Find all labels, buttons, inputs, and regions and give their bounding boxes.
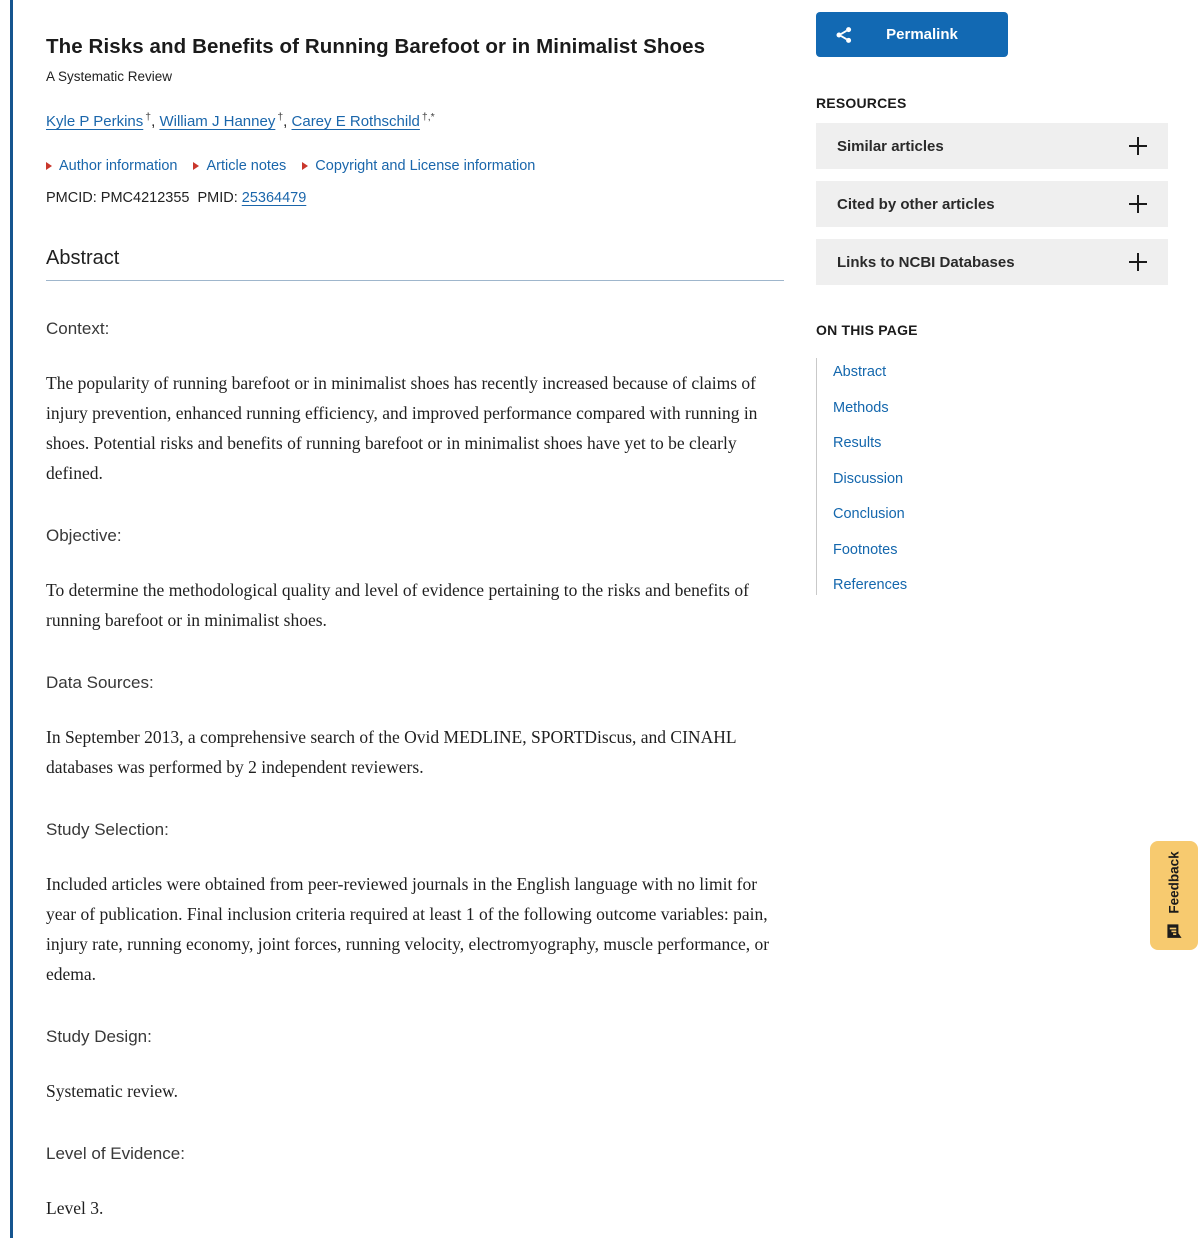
sidebar (816, 0, 1168, 595)
article-notes-link[interactable] (193, 158, 286, 174)
plus-icon (1129, 195, 1147, 213)
accordion-links-to-ncbi-databases[interactable] (816, 239, 1168, 285)
section-body-context: The popularity of running barefoot or in minimalist shoes has recently increased because of claims of injury prevention, enhanced running efficiency, and improved performance compared with running in shoes. Potential risks and benefits of running barefoot or in minimalist shoes have yet to be clearly defined. (46, 372, 758, 483)
on-this-page-heading: ON THIS PAGE (816, 322, 918, 338)
pmid-link[interactable]: 25364479 (241, 189, 307, 206)
nav-link-footnotes[interactable]: Footnotes (833, 541, 898, 558)
nav-link-discussion[interactable]: Discussion (833, 470, 904, 487)
nav-item (833, 470, 1168, 488)
meta-link-label: Author information (59, 157, 178, 174)
disclosure-arrow-icon (193, 162, 199, 170)
pmcid-text: PMCID: PMC4212355 (46, 189, 190, 206)
section-heading-context: Context: (46, 318, 110, 338)
accordion-label: Similar articles (837, 137, 944, 155)
copyright-license-link[interactable] (302, 158, 535, 174)
accordion-similar-articles[interactable] (816, 123, 1168, 169)
nav-link-abstract[interactable]: Abstract (833, 364, 887, 380)
section-heading-study-selection: Study Selection: (46, 819, 169, 839)
abstract-heading: Abstract (46, 247, 784, 281)
feedback-chart-bubble-icon (1166, 923, 1183, 940)
section-heading-objective: Objective: (46, 525, 122, 545)
author-affiliation-mark: †,* (421, 110, 435, 123)
on-this-page-nav (816, 358, 1168, 595)
authors-line (46, 111, 784, 130)
author-affiliation-mark: † (145, 110, 152, 123)
author (291, 110, 435, 130)
author-information-link[interactable] (46, 158, 177, 174)
feedback-button[interactable] (1150, 841, 1198, 950)
section-body-objective: To determine the methodological quality and level of evidence pertaining to the risks and benefits of running barefoot or in minimalist shoes. (46, 579, 749, 630)
author-affiliation-mark: † (277, 110, 284, 123)
author-link[interactable]: Carey E Rothschild (291, 112, 420, 130)
permalink-button[interactable] (816, 12, 1008, 57)
nav-link-references[interactable]: References (833, 577, 908, 593)
accordion-label: Cited by other articles (837, 195, 995, 213)
article-subtitle: A Systematic Review (46, 68, 173, 84)
meta-link-label: Article notes (206, 157, 287, 174)
disclosure-arrow-icon (46, 162, 52, 170)
section-heading-data-sources: Data Sources: (46, 672, 154, 692)
nav-link-methods[interactable]: Methods (833, 399, 889, 416)
section-body-study-selection: Included articles were obtained from peer-reviewed journals in the English language with no limit for year of publication. Final inclusion criteria required at least 1 of the following outcome variables: pain, injury rate, running economy, joint forces, running velocity, electromyography, muscle performance, or edema. (46, 873, 770, 984)
author-separator: , (283, 112, 292, 130)
accordion-cited-by-other-articles[interactable] (816, 181, 1168, 227)
share-icon (834, 25, 854, 45)
section-body-study-design: Systematic review. (46, 1080, 179, 1101)
resources-heading: RESOURCES (816, 95, 907, 111)
author (46, 110, 160, 130)
nav-item (833, 505, 1168, 523)
nav-item (833, 363, 1168, 381)
page-accent-bar (10, 0, 13, 1238)
nav-item (833, 576, 1168, 594)
author-link[interactable]: William J Hanney (159, 112, 276, 130)
disclosure-arrow-icon (302, 162, 308, 170)
nav-link-conclusion[interactable]: Conclusion (833, 506, 905, 522)
nav-link-results[interactable]: Results (833, 435, 882, 451)
feedback-button-label: Feedback (1166, 851, 1182, 914)
nav-item (833, 434, 1168, 452)
meta-link-label: Copyright and License information (315, 157, 536, 174)
article-ids-row (46, 190, 784, 206)
author (159, 110, 292, 130)
article-main-column (46, 0, 784, 1223)
article-meta-links (46, 158, 784, 174)
section-heading-study-design: Study Design: (46, 1026, 152, 1046)
abstract-section (46, 319, 784, 1223)
article-title: The Risks and Benefits of Running Barefoot or in Minimalist Shoes (46, 35, 706, 58)
nav-item (833, 541, 1168, 559)
permalink-button-label: Permalink (886, 26, 958, 43)
feedback-button-content (1166, 851, 1183, 939)
section-heading-level-of-evidence: Level of Evidence: (46, 1143, 185, 1163)
plus-icon (1129, 137, 1147, 155)
accordion-label: Links to NCBI Databases (837, 253, 1015, 271)
section-body-level-of-evidence: Level 3. (46, 1197, 104, 1218)
section-body-data-sources: In September 2013, a comprehensive search of the Ovid MEDLINE, SPORTDiscus, and CINAHL databases was performed by 2 independent reviewers. (46, 726, 736, 777)
pmid-label: PMID: (197, 189, 238, 206)
nav-item (833, 399, 1168, 417)
author-link[interactable]: Kyle P Perkins (46, 112, 144, 130)
author-separator: , (151, 112, 160, 130)
plus-icon (1129, 253, 1147, 271)
